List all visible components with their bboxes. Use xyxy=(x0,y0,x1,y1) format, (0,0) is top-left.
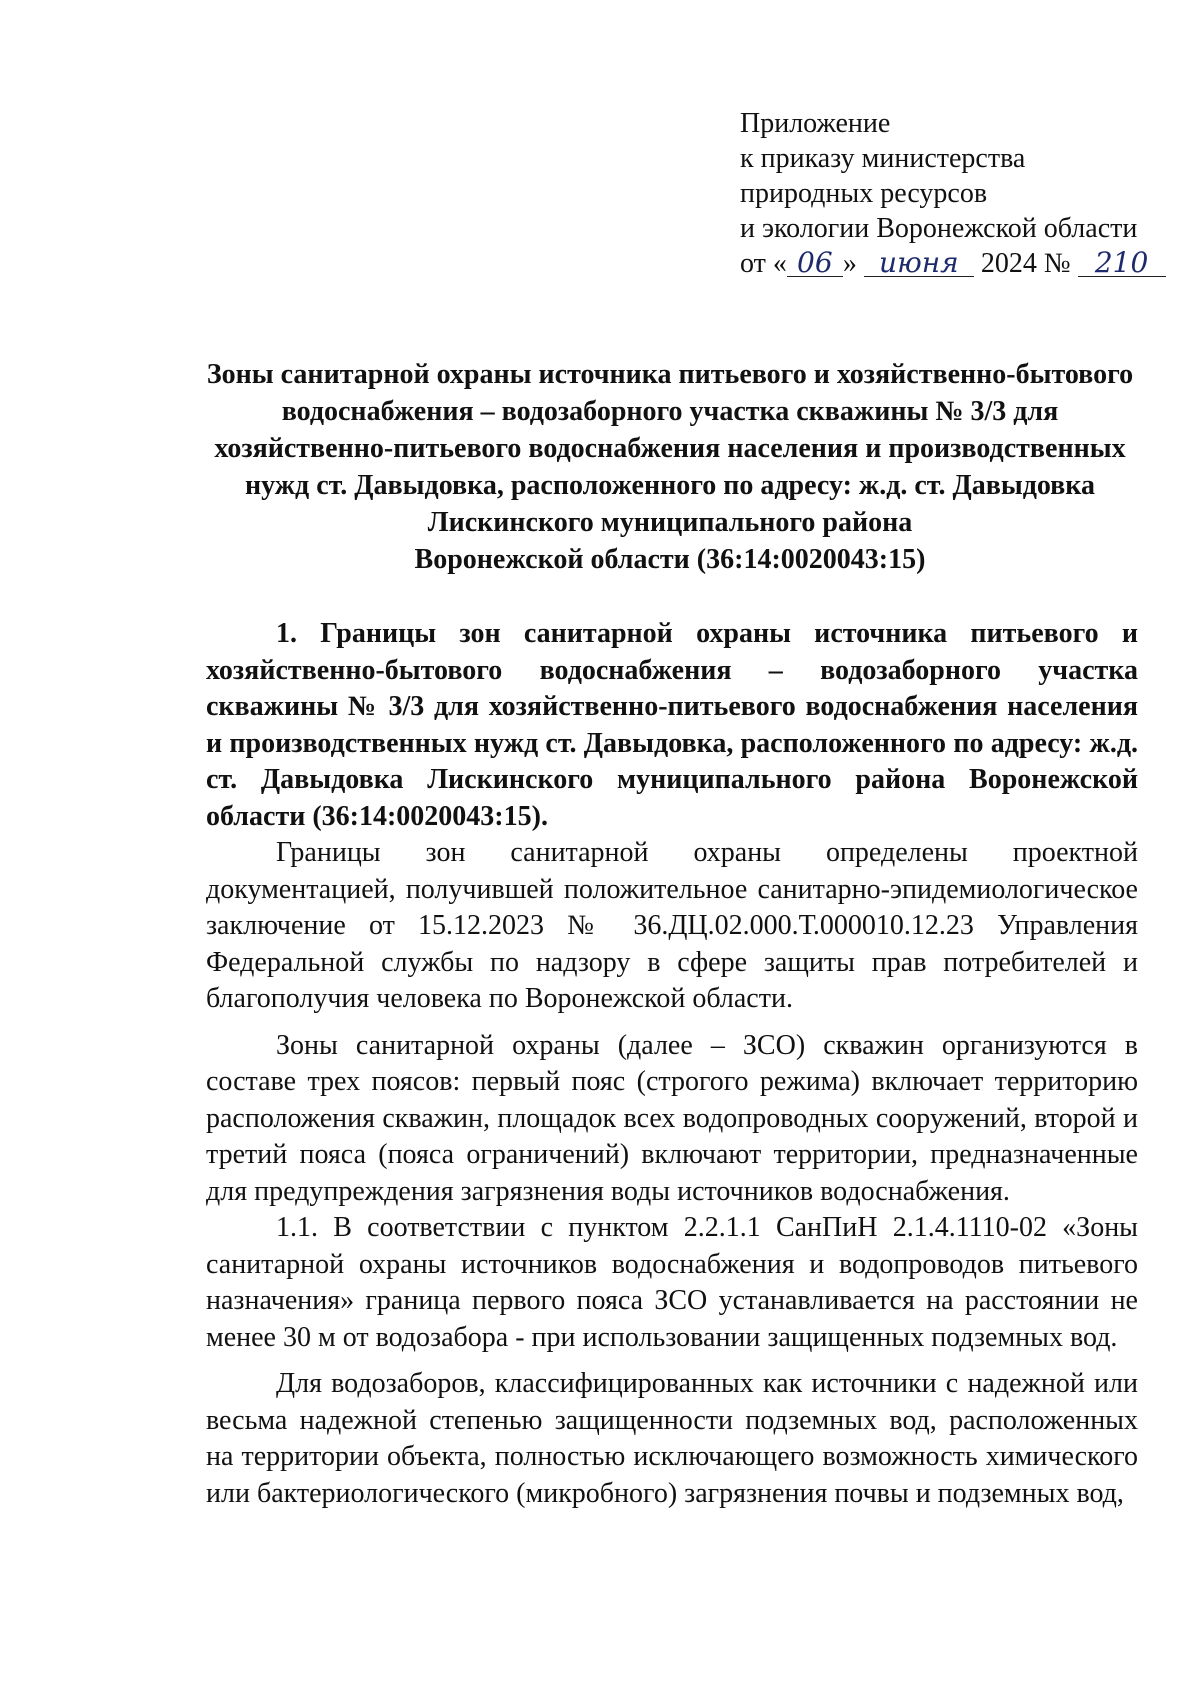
date-year: 2024 № xyxy=(980,248,1071,279)
body-paragraph: 1.1. В соответствии с пунктом 2.2.1.1 СанПиН 2.1.4.1110-02 «Зоны санитарной охраны источников водоснабжения и водопроводов питьевого назначения» граница первого пояса ЗСО устанавливается на расстоянии не менее 30 м от водозабора - при использовании защищенных подземных вод. xyxy=(206,1212,1138,1353)
handwritten-day: 06 xyxy=(787,250,843,277)
appendix-line: к приказу министерства xyxy=(740,143,1026,174)
title-line: нужд ст. Давыдовка, расположенного по адресу: ж.д. ст. Давыдовка xyxy=(244,470,1095,501)
title-line: Лискинского муниципального района xyxy=(427,507,913,538)
title-line: водоснабжения – водозаборного участка скважины № 3/3 для xyxy=(281,396,1059,427)
body-paragraph: Зоны санитарной охраны (далее – ЗСО) скважин организуются в составе трех поясов: первый пояс (строгого режима) включает территорию расположения скважин, площадок всех водопроводных сооружений, второй и третий пояса (пояса ограничений) включают территории, предназначенные для предупреждения загрязнения воды источников водоснабжения. xyxy=(206,1029,1138,1207)
document-title xyxy=(200,356,1140,578)
section-heading: 1. Границы зон санитарной охраны источника питьевого и хозяйственно-бытового водоснабжения – водозаборного участка скважины № 3/3 для хозяйственно-питьевого водоснабжения населения и производственных нужд ст. Давыдовка, расположенного по адресу: ж.д. ст. Давыдовка Лискинского муниципального района Воронежской области (36:14:0020043:15). xyxy=(206,618,1138,832)
body-paragraph: Для водозаборов, классифицированных как источники с надежной или весьма надежной степенью защищенности подземных вод, расположенных на территории объекта, полностью исключающего возможность химического или бактериологического (микробного) загрязнения почвы и подземных вод, xyxy=(206,1368,1138,1509)
handwritten-month: июня xyxy=(864,250,974,277)
body-paragraph: Границы зон санитарной охраны определены проектной документацией, получившей положительное санитарно-эпидемиологическое заключение от 15.12.2023 № 36.ДЦ.02.000.Т.000010.12.23 Управления Федеральной службы по надзору в сфере защиты прав потребителей и благополучия человека по Воронежской области. xyxy=(206,837,1138,1014)
title-line: Воронежской области (36:14:0020043:15) xyxy=(414,544,926,575)
title-line: Зоны санитарной охраны источника питьевого и хозяйственно-бытового xyxy=(206,359,1134,390)
appendix-line: Приложение xyxy=(740,108,891,139)
handwritten-order-number: 210 xyxy=(1078,250,1166,277)
date-prefix: от « xyxy=(740,248,787,279)
appendix-line: и экологии Воронежской области xyxy=(740,213,1138,244)
appendix-header xyxy=(740,106,1170,281)
document-body xyxy=(206,616,1138,1512)
appendix-line: природных ресурсов xyxy=(740,178,988,209)
appendix-date-line xyxy=(740,246,1170,281)
date-quote-close: » xyxy=(842,248,857,279)
title-line: хозяйственно-питьевого водоснабжения населения и производственных xyxy=(214,433,1126,464)
